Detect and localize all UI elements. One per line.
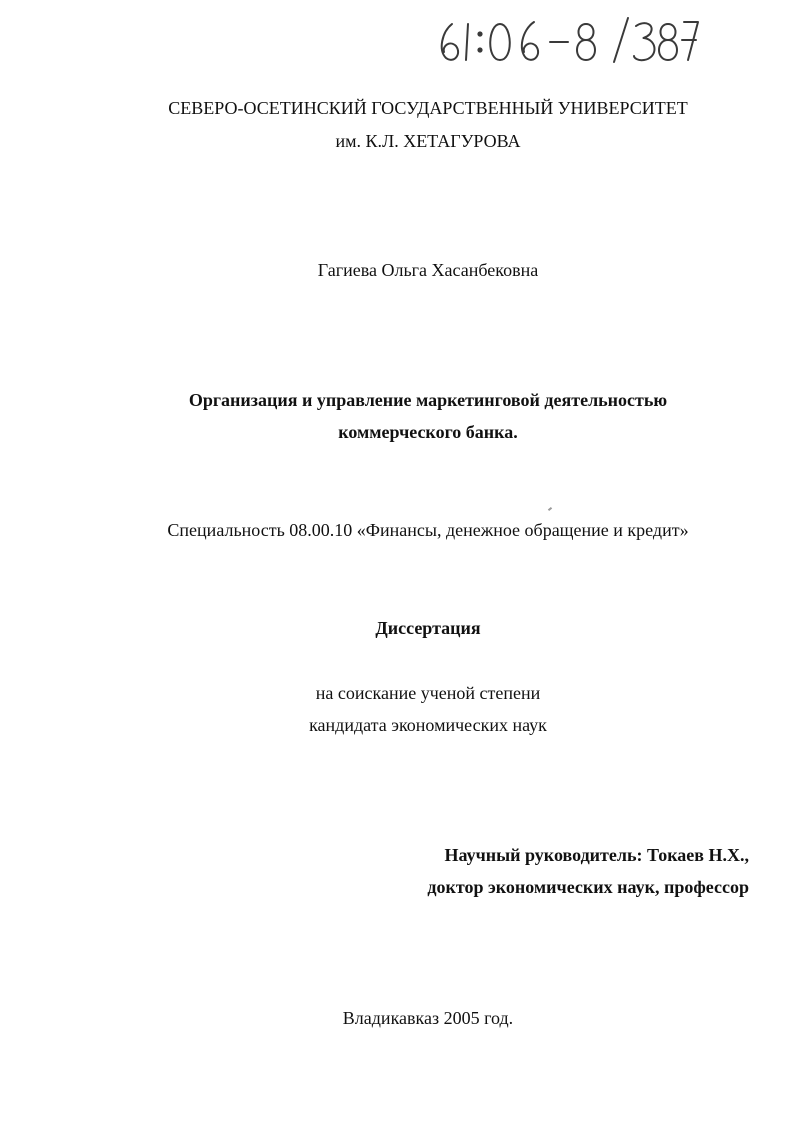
- thesis-title-line-2: коммерческого банка.: [338, 422, 518, 442]
- supervisor-line-1: Научный руководитель: Токаев Н.Х.,: [444, 845, 749, 865]
- handwritten-archive-code: [430, 10, 700, 70]
- scan-speck: [548, 507, 552, 511]
- handwritten-stamp-graphic: [430, 10, 700, 70]
- degree-line-1: на соискание ученой степени: [315, 683, 541, 703]
- supervisor-line-2: доктор экономических наук, профессор: [427, 877, 749, 897]
- degree-line-2: кандидата экономических наук: [309, 715, 547, 735]
- city-year: Владикавказ 2005 год.: [342, 1008, 514, 1028]
- author-name: Гагиева Ольга Хасанбековна: [317, 260, 539, 280]
- specialty: Специальность 08.00.10 «Финансы, денежное обращение и кредит»: [167, 520, 689, 540]
- thesis-title-line-1: Организация и управление маркетинговой деятельностью: [188, 390, 668, 410]
- document-type: Диссертация: [375, 618, 481, 638]
- university-name: СЕВЕРО-ОСЕТИНСКИЙ ГОСУДАРСТВЕННЫЙ УНИВЕРСИТЕТ: [168, 98, 688, 118]
- university-named-after: им. К.Л. ХЕТАГУРОВА: [335, 131, 521, 151]
